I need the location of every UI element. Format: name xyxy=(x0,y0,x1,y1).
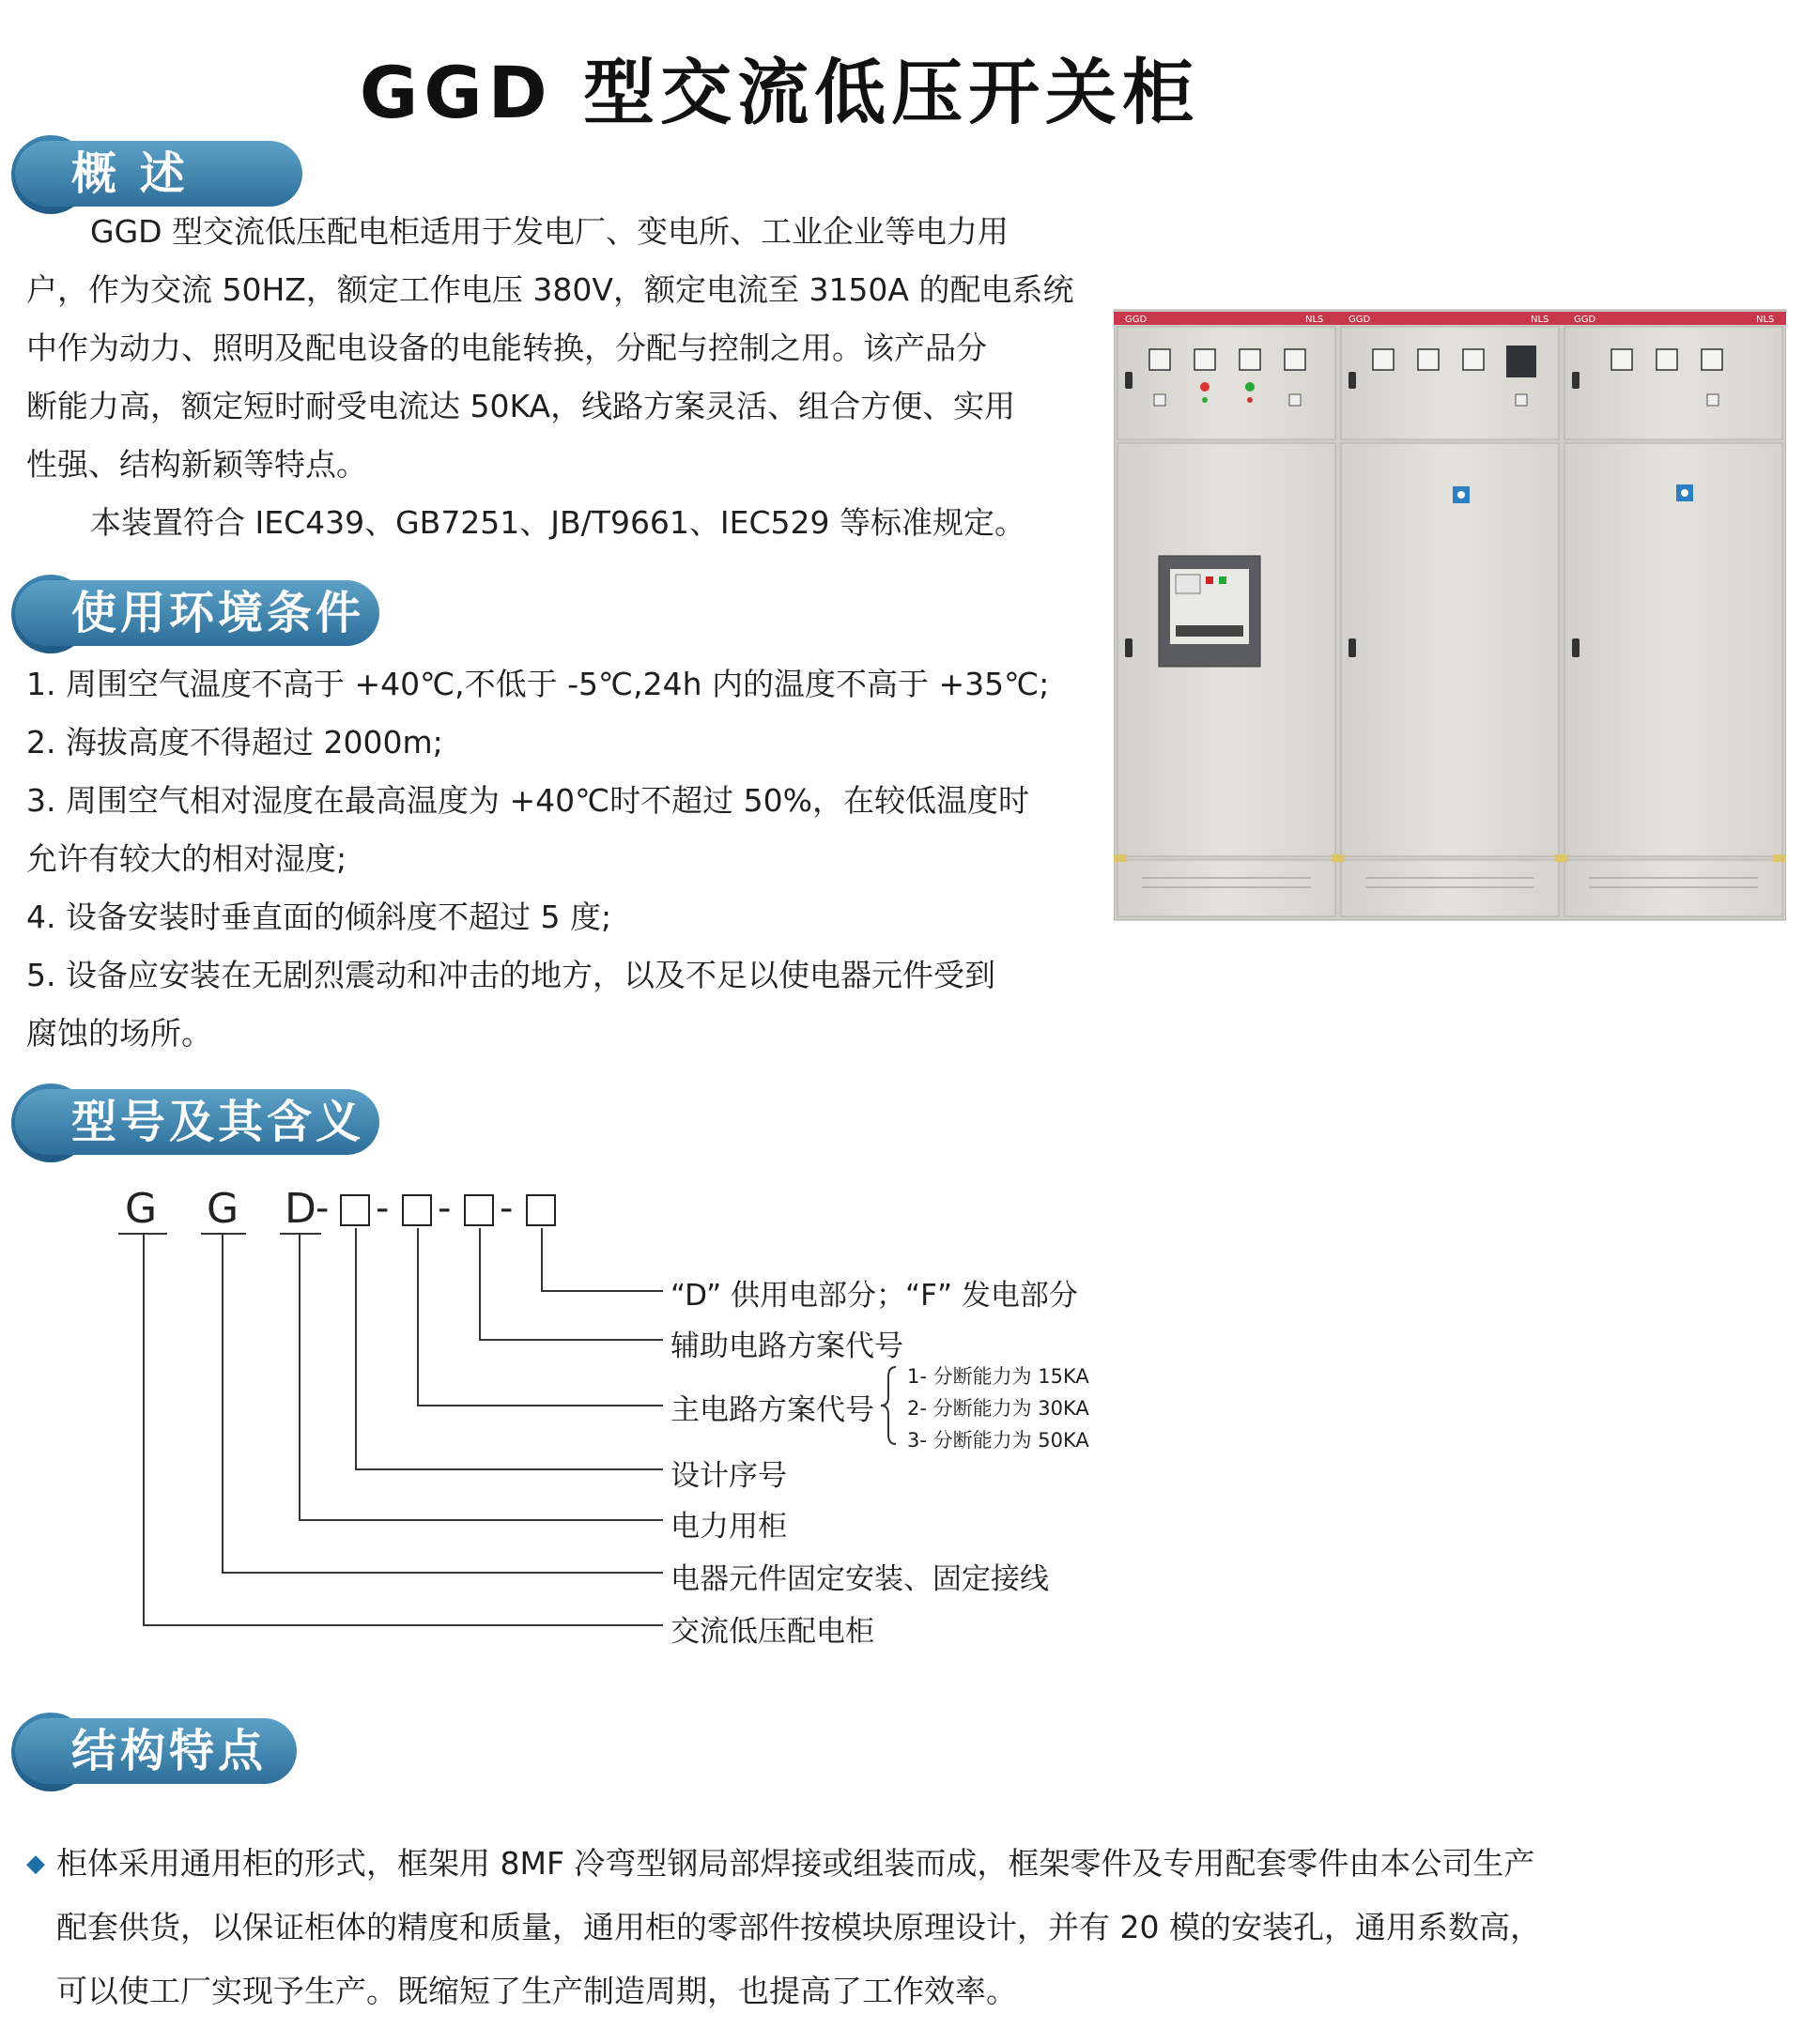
environment-line-5: 4. 设备安装时垂直面的倾斜度不超过 5 度; xyxy=(26,899,612,935)
brace-icon xyxy=(879,1363,900,1448)
model-label-1: “D” 供用电部分；“F” 发电部分 xyxy=(670,1279,1078,1313)
section-structure-heading: 结构特点 xyxy=(15,1718,297,1784)
model-label-2: 辅助电路方案代号 xyxy=(670,1329,903,1363)
model-label-4: 设计序号 xyxy=(670,1459,787,1493)
connector-h5 xyxy=(299,1519,663,1521)
cab-plate-5: GGD xyxy=(1574,315,1596,325)
section-model-badge xyxy=(15,1089,379,1155)
connector-v3 xyxy=(417,1228,419,1406)
environment-line-3: 3. 周围空气相对湿度在最高温度为 +40℃时不超过 50%，在较低温度时 xyxy=(26,782,1030,819)
connector-v2 xyxy=(479,1228,481,1341)
section-environment-heading: 使用环境条件 xyxy=(15,580,379,646)
overview-line-5: 性强、结构新颖等特点。 xyxy=(26,446,367,483)
model-label-6: 电器元件固定安装、固定接线 xyxy=(670,1562,1049,1596)
section-model-heading: 型号及其含义 xyxy=(15,1089,379,1155)
connector-v6 xyxy=(222,1233,223,1573)
environment-line-4: 允许有较大的相对湿度; xyxy=(26,840,347,877)
connector-v1 xyxy=(541,1228,543,1292)
page-title: GGD 型交流低压开关柜 xyxy=(359,51,1200,134)
structure-line-2: 配套供货，以保证柜体的精度和质量，通用柜的零部件按模块原理设计，并有 20 模的安装孔，通用系数高， xyxy=(56,1909,1541,1945)
cab-plate-1: GGD xyxy=(1125,315,1148,325)
section-overview-heading: 概 述 xyxy=(15,141,302,207)
overview-line-2: 户，作为交流 50HZ，额定工作电压 380V，额定电流至 3150A 的配电系统 xyxy=(26,271,1074,308)
code-box-3 xyxy=(464,1194,494,1226)
section-environment-badge xyxy=(15,580,379,646)
connector-h3 xyxy=(417,1405,663,1406)
code-dash-3: - xyxy=(438,1187,452,1230)
cab-plate-4: NLS xyxy=(1531,315,1549,325)
code-box-4 xyxy=(526,1194,556,1226)
section-overview-badge xyxy=(15,141,302,207)
code-letter-g2: G xyxy=(207,1185,239,1233)
connector-h6 xyxy=(222,1572,663,1574)
connector-h2 xyxy=(479,1339,663,1341)
code-dash-2: - xyxy=(376,1187,390,1230)
code-dash-4: - xyxy=(500,1187,514,1230)
code-dash-1: - xyxy=(316,1187,330,1230)
structure-bullet-icon: ◆ xyxy=(26,1850,45,1878)
code-letter-g1: G xyxy=(125,1185,158,1233)
code-box-1 xyxy=(340,1194,370,1226)
model-label-5: 电力用柜 xyxy=(670,1510,787,1544)
overview-line-1: GGD 型交流低压配电柜适用于发电厂、变电所、工业企业等电力用 xyxy=(90,213,1009,250)
model-label-7: 交流低压配电柜 xyxy=(670,1615,874,1649)
connector-v7 xyxy=(143,1233,145,1625)
environment-line-2: 2. 海拔高度不得超过 2000m; xyxy=(26,724,443,761)
underline-3 xyxy=(280,1233,321,1235)
section-structure-badge xyxy=(15,1718,297,1784)
connector-h4 xyxy=(355,1468,663,1470)
sub-option-3: 3- 分断能力为 50KA xyxy=(907,1429,1089,1452)
sub-option-2: 2- 分断能力为 30KA xyxy=(907,1397,1089,1420)
code-box-2 xyxy=(402,1194,432,1226)
overview-line-4: 断能力高，额定短时耐受电流达 50KA，线路方案灵活、组合方便、实用 xyxy=(26,388,1016,424)
environment-line-6: 5. 设备应安装在无剧烈震动和冲击的地方，以及不足以使电器元件受到 xyxy=(26,957,995,993)
cab-plate-6: NLS xyxy=(1756,315,1775,325)
overview-line-3: 中作为动力、照明及配电设备的电能转换，分配与控制之用。该产品分 xyxy=(26,330,987,366)
cab-plate-3: GGD xyxy=(1348,315,1371,325)
connector-h1 xyxy=(541,1290,663,1292)
connector-h7 xyxy=(143,1624,663,1626)
underline-2 xyxy=(201,1233,246,1235)
connector-v5 xyxy=(299,1233,300,1520)
model-label-3: 主电路方案代号 xyxy=(670,1393,874,1427)
structure-line-1: 柜体采用通用柜的形式，框架用 8MF 冷弯型钢局部焊接或组装而成，框架零件及专用配套零件由本公司生产 xyxy=(56,1845,1535,1882)
cab-plate-2: NLS xyxy=(1305,315,1324,325)
connector-v4 xyxy=(355,1228,357,1470)
structure-line-3: 可以使工厂实现予生产。既缩短了生产制造周期，也提高了工作效率。 xyxy=(56,1973,1017,2009)
switchgear-cabinet-image xyxy=(1114,300,1786,930)
environment-line-1: 1. 周围空气温度不高于 +40℃,不低于 -5℃,24h 内的温度不高于 +35℃; xyxy=(26,666,1050,702)
code-letter-d: D xyxy=(285,1185,316,1233)
sub-option-1: 1- 分断能力为 15KA xyxy=(907,1365,1089,1388)
environment-line-7: 腐蚀的场所。 xyxy=(26,1015,212,1052)
overview-standards: 本装置符合 IEC439、GB7251、JB/T9661、IEC529 等标准规定。 xyxy=(90,504,1026,541)
